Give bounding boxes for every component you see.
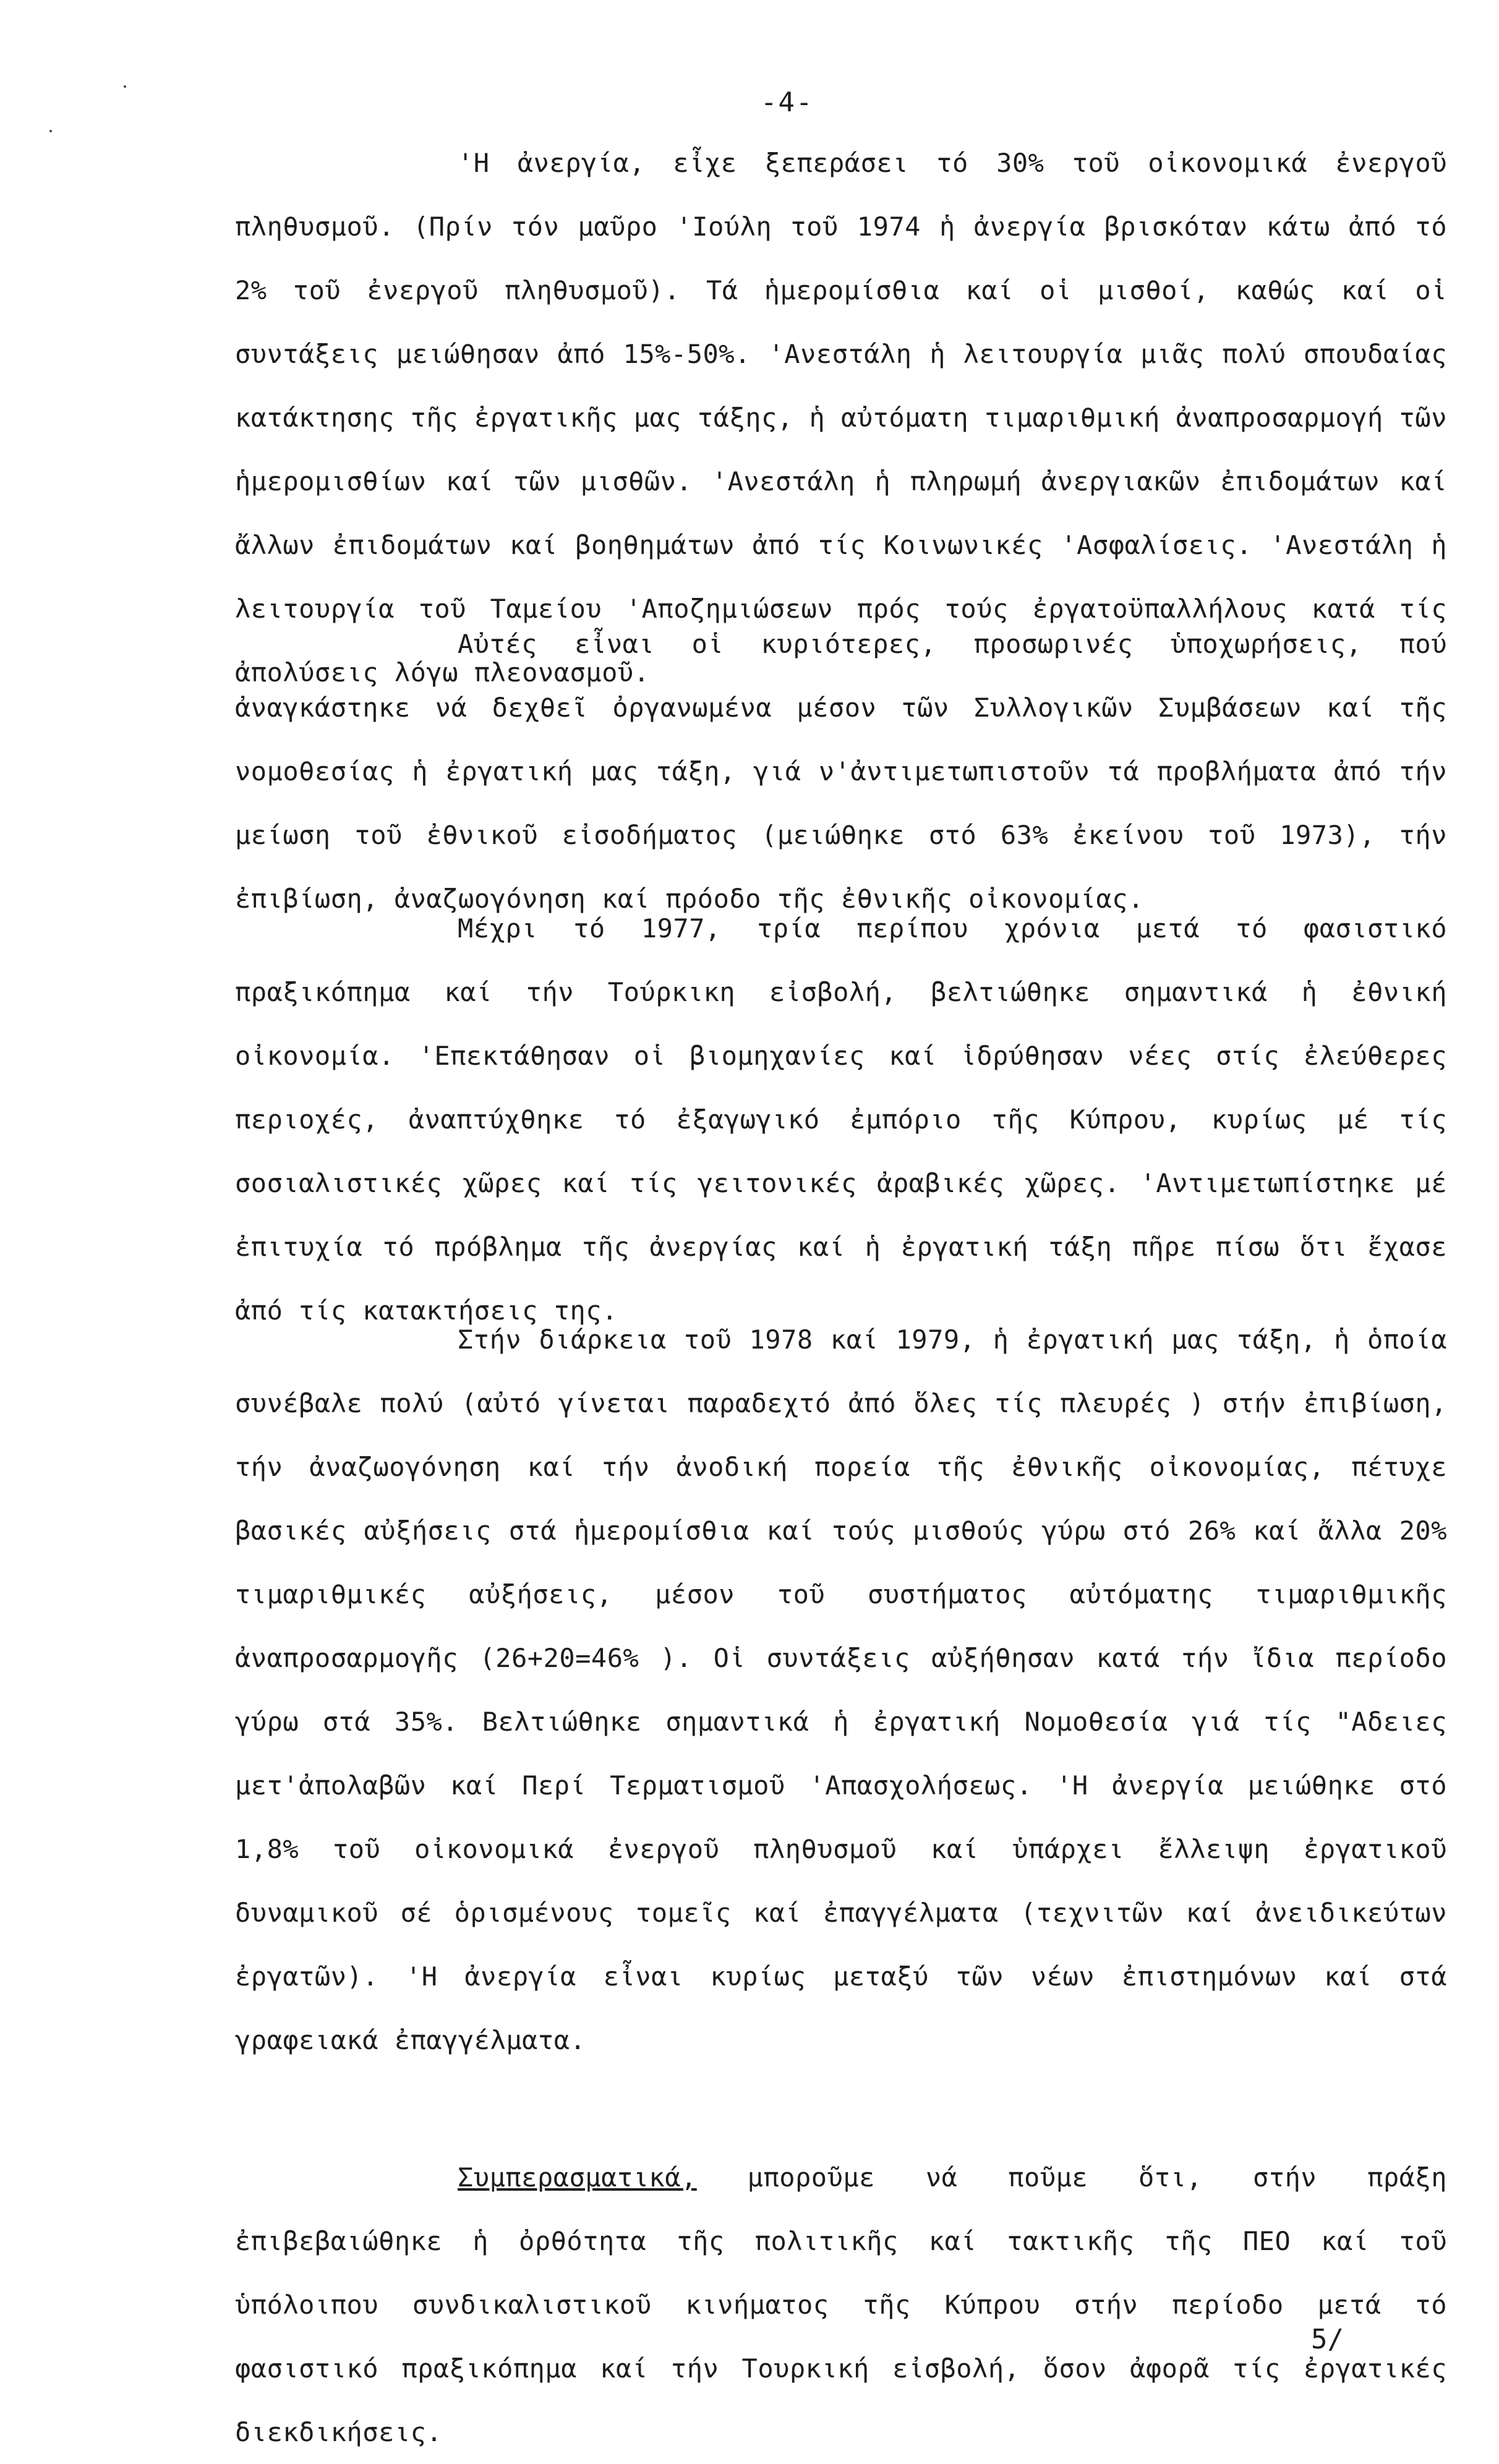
paragraph-text: Αὐτές εἶναι οἱ κυριότερες, προσωρινές ὑποχωρήσεις, πού ἀναγκάστηκε νά δεχθεῖ ὀργανωμένα μέσον τῶν Συλλογικῶν Συμβάσεων καί τῆς νομοθεσίας ἡ ἐργατική μας τάξη, γιά ν'ἀντιμετωπιστοῦν τά προβλήματα ἀπό τήν μείωση τοῦ ἐθνικοῦ εἰσοδήματος (μειώθηκε στό 63% ἐκείνου τοῦ 1973), τήν ἐπιβίωση, ἀναζωογόνηση καί πρόοδο τῆς ἐθνικῆς οἰκονομίας. (235, 629, 1447, 914)
paragraph-2 (235, 612, 1447, 931)
paragraph-text (235, 2146, 1447, 2464)
next-page-marker: 5/ (1311, 2324, 1344, 2355)
paragraph-4 (235, 1308, 1447, 2072)
paragraph-text: 'Η ἀνεργία, εἶχε ξεπεράσει τό 30% τοῦ οἰκονομικά ἐνεργοῦ πληθυσμοῦ. (Πρίν τόν μαῦρο 'Ιούλη τοῦ 1974 ἡ ἀνεργία βρισκόταν κάτω ἀπό τό 2% τοῦ ἐνεργοῦ πληθυσμοῦ). Τά ἡμερομίσθια καί οἱ μισθοί, καθώς καί οἱ συντάξεις μειώθησαν ἀπό 15%-50%. 'Ανεστάλη ἡ λειτουργία μιᾶς πολύ σπουδαίας κατάκτησης τῆς ἐργατικῆς μας τάξης, ἡ αὐτόματη τιμαριθμική ἀναπροσαρμογή τῶν ἡμερομισθίων καί τῶν μισθῶν. 'Ανεστάλη ἡ πληρωμή ἀνεργιακῶν ἐπιδομάτων καί ἄλλων ἐπιδομάτων καί βοηθημάτων ἀπό τίς Κοινωνικές 'Ασφαλίσεις. 'Ανεστάλη ἡ λειτουργία τοῦ Ταμείου 'Αποζημιώσεων πρός τούς ἐργατοϋπαλλήλους κατά τίς ἀπολύσεις λόγω πλεονασμοῦ. (235, 148, 1447, 688)
paragraph-5 (235, 2146, 1447, 2464)
paragraph-3 (235, 897, 1447, 1342)
paragraph-text: Στήν διάρκεια τοῦ 1978 καί 1979, ἡ ἐργατική μας τάξη, ἡ ὁποία συνέβαλε πολύ (αὐτό γίνεται παραδεχτό ἀπό ὅλες τίς πλευρές ) στήν ἐπιβίωση, τήν ἀναζωογόνηση καί τήν ἀνοδική πορεία τῆς ἐθνικῆς οἰκονομίας, πέτυχε βασικές αὐξήσεις στά ἡμερομίσθια καί τούς μισθούς γύρω στό 26% καί ἄλλα 20% τιμαριθμικές αὐξήσεις, μέσον τοῦ συστήματος αὐτόματης τιμαριθμικῆς ἀναπροσαρμογῆς (26+20=46% ). Οἱ συντάξεις αὐξήθησαν κατά τήν ἴδια περίοδο γύρω στά 35%. Βελτιώθηκε σημαντικά ἡ ἐργατική Νομοθεσία γιά τίς "Αδειες μετ'ἀπολαβῶν καί Περί Τερματισμοῦ 'Απασχολήσεως. 'Η ἀνεργία μειώθηκε στό 1,8% τοῦ οἰκονομικά ἐνεργοῦ πληθυσμοῦ καί ὑπάρχει ἔλλειψη ἐργατικοῦ δυναμικοῦ σέ ὁρισμένους τομεῖς καί ἐπαγγέλματα (τεχνιτῶν καί ἀνειδικεύτων ἐργατῶν). 'Η ἀνεργία εἶναι κυρίως μεταξύ τῶν νέων ἐπιστημόνων καί στά γραφειακά ἐπαγγέλματα. (235, 1324, 1447, 2055)
conclusion-heading: Συμπερασματικά, (458, 2162, 697, 2193)
scan-speck (49, 130, 52, 132)
conclusion-text: μποροῦμε νά ποῦμε ὅτι, στήν πράξη ἐπιβεβαιώθηκε ἡ ὀρθότητα τῆς πολιτικῆς καί τακτικῆς τῆς ΠΕΟ καί τοῦ ὑπόλοιπου συνδικαλιστικοῦ κινήματος τῆς Κύπρου στήν περίοδο μετά τό φασιστικό πραξικόπημα καί τήν Τουρκική εἰσβολή, ὅσον ἀφορᾶ τίς ἐργατικές διεκδικήσεις. (235, 2162, 1447, 2447)
page-number: -4- (761, 87, 814, 118)
scan-speck (124, 85, 126, 88)
paragraph-text: Μέχρι τό 1977, τρία περίπου χρόνια μετά τό φασιστικό πραξικόπημα καί τήν Τούρκικη εἰσβολή, βελτιώθηκε σημαντικά ἡ ἐθνική οἰκονομία. 'Επεκτάθησαν οἱ βιομηχανίες καί ἱδρύθησαν νέες στίς ἐλεύθερες περιοχές, ἀναπτύχθηκε τό ἐξαγωγικό ἐμπόριο τῆς Κύπρου, κυρίως μέ τίς σοσιαλιστικές χῶρες καί τίς γειτονικές ἀραβικές χῶρες. 'Αντιμετωπίστηκε μέ ἐπιτυχία τό πρόβλημα τῆς ἀνεργίας καί ἡ ἐργατική τάξη πῆρε πίσω ὅτι ἔχασε ἀπό τίς κατακτήσεις της. (235, 913, 1447, 1326)
